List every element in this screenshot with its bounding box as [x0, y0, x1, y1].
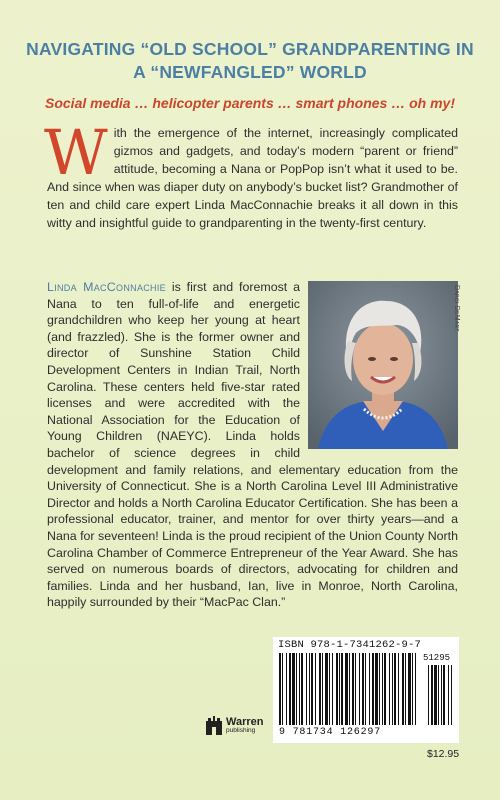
- barcode-bar: [301, 653, 303, 725]
- barcode-bar: [394, 653, 396, 725]
- barcode-bar: [299, 653, 300, 725]
- barcode-bar: [286, 653, 287, 725]
- barcode-bar: [392, 653, 393, 725]
- intro-paragraph: [44, 116, 458, 232]
- castle-icon: [205, 715, 223, 735]
- barcode-bar: [402, 653, 404, 725]
- publisher-logo: [205, 715, 264, 735]
- barcode-bar: [372, 653, 374, 725]
- addon-bar: [451, 665, 452, 725]
- barcode-bar: [289, 653, 291, 725]
- addon-bar: [438, 665, 439, 725]
- drop-cap: W: [44, 116, 108, 189]
- price-addon-code: 51295: [423, 653, 451, 663]
- barcode-bar: [319, 653, 321, 725]
- publisher-name: Warren: [226, 715, 264, 728]
- barcode-bar: [415, 653, 416, 725]
- addon-bar: [428, 665, 429, 725]
- author-name: Linda MacConnachie: [47, 280, 166, 294]
- barcode-bar: [341, 653, 343, 725]
- author-portrait-image: [308, 281, 458, 449]
- barcode-bar: [398, 653, 399, 725]
- barcode-bar: [369, 653, 370, 725]
- barcode-bar: [325, 653, 328, 725]
- barcode-bar: [282, 653, 283, 725]
- barcode-bar: [322, 653, 323, 725]
- photo-credit: Darci DeMart: [453, 285, 460, 332]
- isbn-label: ISBN 978-1-7341262-9-7: [278, 639, 422, 651]
- barcode-bar: [352, 653, 354, 725]
- bio-text: is first and foremost a Nana to ten full-of-life and energetic grandchildren who keep her young at heart (and frazzled). She is the former owner and director of Sunshine Station Child Development Centers in Indian Trail, North Carolina. These centers held five-star rated licenses and were accredited with the National Association for the Education of Young Children (NAEYC). Linda holds bachelor of science degrees in child development and family relations, and elementary education from the University of Connecticut. She is a North Carolina Level III Administrative Director and holds a North Carolina Educator Certification. She has been a professional educator, trainer, and mentor for over thirty years—and a Nana for seventeen! Linda is the proud recipient of the Union County North Carolina Chamber of Commerce Entrepreneur of the Year Award. She has served on numerous boards of directors, advocating for children and families. Linda and her husband, Ian, live in Monroe, North Carolina, happily surrounded by their “MacPac Clan.”: [47, 280, 458, 610]
- tagline: Social media … helicopter parents … smart phones … oh my!: [45, 95, 455, 111]
- barcode-bar: [379, 653, 380, 725]
- headline: NAVIGATING “OLD SCHOOL” GRANDPARENTING IN A “NEWFANGLED” WORLD: [26, 39, 474, 82]
- addon-bar: [441, 665, 442, 725]
- barcode-bar: [365, 653, 366, 725]
- addon-bar: [434, 665, 437, 725]
- author-bio: [47, 279, 458, 611]
- barcode-bar: [315, 653, 316, 725]
- barcode-bar: [311, 653, 313, 725]
- barcode-bar: [329, 653, 330, 725]
- barcode-bar: [345, 653, 348, 725]
- barcode-bar: [279, 653, 281, 725]
- barcode-bar: [359, 653, 360, 725]
- barcode-bar: [296, 653, 297, 725]
- isbn-barcode: [273, 637, 459, 743]
- barcode-bar: [405, 653, 406, 725]
- barcode-bar: [306, 653, 307, 725]
- author-photo: [308, 281, 458, 449]
- barcode-bar: [389, 653, 390, 725]
- barcode-bar: [375, 653, 378, 725]
- barcode-bar: [382, 653, 383, 725]
- barcode-bar: [384, 653, 386, 725]
- intro-text: ith the emergence of the internet, increasingly complicated gizmos and gadgets, and today’s modern “parent or friend” attitude, becoming a Nana or PopPop isn’t what it used to be. And since when was diaper duty on anybody’s bucket list? Grandmother of ten and child care expert Linda MacConnachie breaks it all down in this witty and insightful guide to grandparenting in the twenty-first century.: [47, 126, 458, 230]
- barcode-icon: [277, 653, 455, 727]
- barcode-bar: [332, 653, 333, 725]
- barcode-bar: [339, 653, 340, 725]
- addon-bar: [448, 665, 449, 725]
- barcode-bar: [309, 653, 310, 725]
- barcode-bar: [355, 653, 356, 725]
- addon-bar: [443, 665, 445, 725]
- barcode-bar: [349, 653, 350, 725]
- barcode-bar: [292, 653, 295, 725]
- isbn-digits: 9 781734 126297: [279, 727, 382, 738]
- barcode-bar: [362, 653, 364, 725]
- barcode-bar: [336, 653, 338, 725]
- addon-bar: [431, 665, 433, 725]
- price: $12.95: [427, 748, 460, 760]
- barcode-bar: [412, 653, 413, 725]
- barcode-bar: [408, 653, 411, 725]
- publisher-sub: publishing: [226, 726, 256, 734]
